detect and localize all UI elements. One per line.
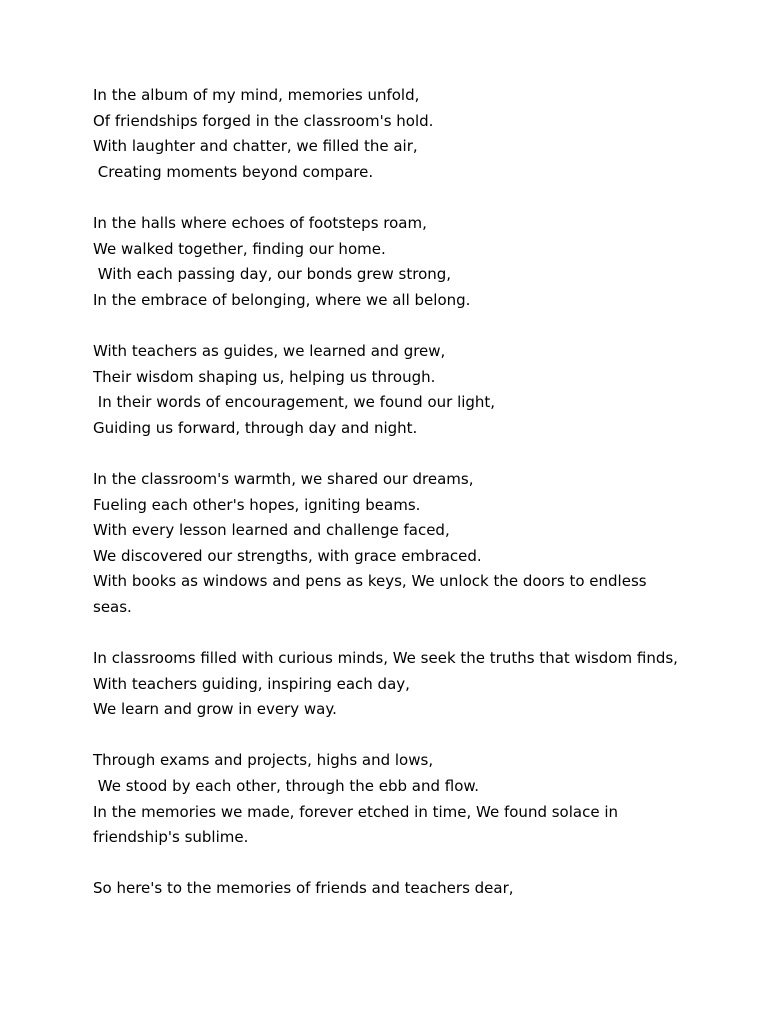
poem-line: With each passing day, our bonds grew strong, (93, 265, 452, 284)
stanza-7 (93, 876, 683, 902)
stanza-6 (93, 748, 683, 850)
poem-line: Their wisdom shaping us, helping us through. (93, 367, 436, 386)
stanza-4 (93, 467, 683, 621)
document-page (93, 83, 683, 928)
poem-line: Of friendships forged in the classroom's hold. (93, 111, 434, 130)
stanza-1 (93, 83, 683, 185)
poem-line: With teachers guiding, inspiring each day, (93, 674, 410, 693)
poem-line: Creating moments beyond compare. (93, 162, 374, 181)
poem-line: In their words of encouragement, we found our light, (93, 393, 496, 412)
poem-line: Fueling each other's hopes, igniting beams. (93, 495, 421, 514)
stanza-5 (93, 646, 683, 723)
poem-line: Guiding us forward, through day and night. (93, 418, 418, 437)
poem-line: In classrooms filled with curious minds, We seek the truths that wisdom finds, (93, 649, 678, 668)
poem-line: With teachers as guides, we learned and grew, (93, 341, 446, 360)
poem-line: We walked together, finding our home. (93, 239, 386, 258)
poem-line: With books as windows and pens as keys, We unlock the doors to endless seas. (93, 572, 652, 616)
stanza-3 (93, 339, 683, 441)
poem-line: In the halls where echoes of footsteps roam, (93, 213, 427, 232)
poem-line: In the embrace of belonging, where we all belong. (93, 290, 471, 309)
poem-line: We learn and grow in every way. (93, 700, 337, 719)
poem-line: Through exams and projects, highs and lows, (93, 751, 434, 770)
poem-line: In the classroom's warmth, we shared our dreams, (93, 469, 474, 488)
poem-line: With laughter and chatter, we filled the air, (93, 137, 418, 156)
poem-line: With every lesson learned and challenge faced, (93, 521, 450, 540)
poem-line: We stood by each other, through the ebb and flow. (93, 777, 480, 796)
stanza-2 (93, 211, 683, 313)
poem-line: In the memories we made, forever etched in time, We found solace in friendship's sublime. (93, 802, 623, 847)
poem-line: In the album of my mind, memories unfold, (93, 86, 420, 104)
poem-line: So here's to the memories of friends and teachers dear, (93, 879, 514, 898)
poem-line: We discovered our strengths, with grace embraced. (93, 546, 482, 565)
